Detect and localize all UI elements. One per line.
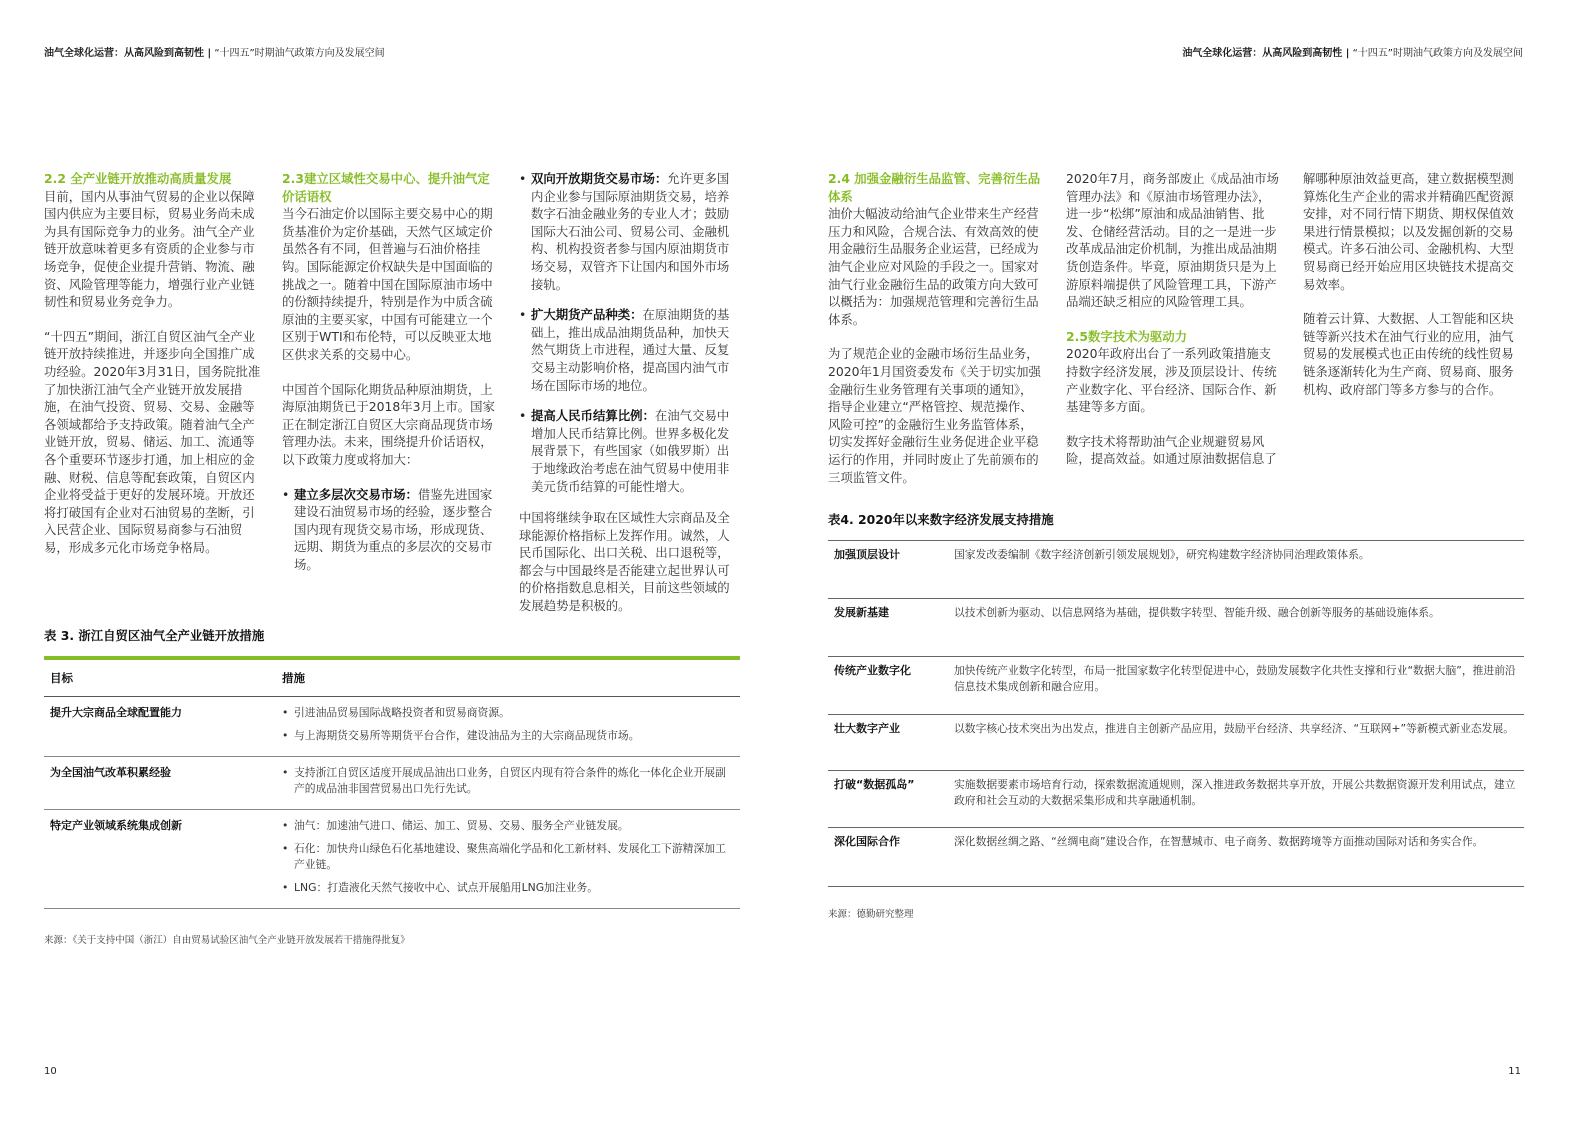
table-row [828, 771, 1524, 828]
header-left-rest: “十四五”时期油气政策方向及发展空间 [211, 48, 385, 59]
section-2-2-heading: 2.2 全产业链开放推动高质量发展 [44, 171, 232, 186]
measure-key: 发展新基建 [828, 599, 948, 657]
column-header-goal: 目标 [44, 658, 276, 697]
table-4 [828, 540, 1524, 887]
running-header-right [1182, 44, 1523, 59]
bullet-text: 在原油期货的基础上，推出成品油期货品种，加快天然气期货上市进程，通过大量、反复交易主动影响价格，提高国内油气市场在国际市场的地位。 [531, 307, 730, 393]
policy-list [519, 170, 735, 495]
paragraph: 当今石油定价以国际主要交易中心的期货基准价为定价基础，天然气区域定价虽然各有不同，但普遍与石油价格挂钩。国际能源定价权缺失是中国面临的挑战之一。随着中国在国际原油市场中的份额持续提升，特别是作为中质含硫原油的主要买家，中国有可能建立一个区别于WTI和布伦特，可以反映亚太地区供求关系的交易中心。 [282, 206, 493, 362]
table-4-source: 来源：德勤研究整理 [828, 909, 914, 920]
measure-value: 实施数据要素市场培育行动，探索数据流通规则，深入推进政务数据共享开放，开展公共数据资源开发利用试点，建立政府和社会互动的大数据采集形成和共享融通机制。 [948, 771, 1524, 828]
measure-item: • LNG：打造液化天然气接收中心、试点开展船用LNG加注业务。 [282, 880, 734, 896]
bullet-title: 建立多层次交易市场： [294, 486, 418, 502]
measure-item: • 与上海期货交易所等期货平台合作，建设油品为主的大宗商品现货市场。 [282, 728, 734, 744]
measures-cell [276, 697, 740, 757]
measure-key: 深化国际合作 [828, 828, 948, 887]
policy-list [282, 486, 499, 574]
measure-item: • 石化：加快舟山绿色石化基地建设、聚焦高端化学品和化工新材料、发展化工下游精深加工产业链。 [282, 841, 734, 873]
measure-value: 以技术创新为驱动、以信息网络为基础，提供数字转型、智能升级、融合创新等服务的基础设施体系。 [948, 599, 1524, 657]
measure-value: 深化数据丝绸之路、“丝绸电商”建设合作，在智慧城市、电子商务、数据跨境等方面推动国际对话和务实合作。 [948, 828, 1524, 887]
table-row [44, 697, 740, 757]
header-right-bold: 油气全球化运营：从高风险到高韧性 | [1182, 48, 1350, 59]
list-item [519, 306, 735, 394]
measure-key: 加强顶层设计 [828, 541, 948, 599]
measures-cell [276, 757, 740, 810]
goal-cell: 为全国油气改革积累经验 [44, 757, 276, 810]
measure-key: 传统产业数字化 [828, 657, 948, 715]
right-column-1 [828, 170, 1042, 503]
table-row [828, 599, 1524, 657]
paragraph: 中国将继续争取在区域性大宗商品及全球能源价格指标上发挥作用。诚然，人民币国际化、出口关税、出口退税等，都会与中国最终是否能建立起世界认可的价格指数息息相关，目前这些领域的发展趋势是积极的。 [519, 510, 730, 614]
list-item [519, 170, 735, 293]
table-row [828, 657, 1524, 715]
measure-value: 以数字核心技术突出为出发点，推进自主创新产品应用，鼓励平台经济、共享经济、“互联网+”等新模式新业态发展。 [948, 715, 1524, 771]
paragraph: “十四五”期间，浙江自贸区油气全产业链开放持续推进，并逐步向全国推广成功经验。2020年3月31日，国务院批准了加快浙江油气全产业链开放发展措施，在油气投资、贸易、交易、金融等各领域都给予支持政策。随着油气全产业链开放，贸易、储运、加工、流通等各个重要环节逐步打通，加上相应的金融、财税、信息等配套政策，自贸区内企业将受益于更好的发展环境。开放还将打破国有企业对石油贸易的垄断，引入民营企业、国际贸易商参与石油贸易，形成多元化市场竞争格局。 [44, 328, 261, 555]
list-item [519, 407, 735, 495]
goal-cell: 提升大宗商品全球配置能力 [44, 697, 276, 757]
paragraph: 2020年政府出台了一系列政策措施支持数字经济发展，涉及顶层设计、传统产业数字化、平台经济、国际合作、新基建等多方面。 [1066, 346, 1277, 415]
header-left-bold: 油气全球化运营：从高风险到高韧性 | [44, 48, 212, 59]
table-3-source: 来源：《关于支持中国（浙江）自由贸易试验区油气全产业链开放发展若干措施得批复》 [44, 935, 410, 946]
table-3-title: 表 3. 浙江自贸区油气全产业链开放措施 [44, 628, 265, 643]
table-header-row [44, 658, 740, 697]
paragraph: 目前，国内从事油气贸易的企业以保障国内供应为主要目标，贸易业务尚未成为具有国际竞争力的业务。油气全产业链开放意味着更多有资质的企业参与市场竞争，促使企业提升营销、物流、融资、风险管理等能力，增强行业产业链韧性和贸易业务竞争力。 [44, 188, 255, 310]
paragraph: 油价大幅波动给油气企业带来生产经营压力和风险，合规合法、有效高效的使用金融衍生品服务企业运营，已经成为油气企业应对风险的手段之一。国家对油气行业金融衍生品的政策方向大致可以概括为：加强规范管理和完善衍生品体系。 [828, 206, 1039, 327]
bullet-text: 允许更多国内企业参与国际原油期货交易，培养数字石油金融业务的专业人才；鼓励国际大石油公司、贸易公司、金融机构、机构投资者参与国内原油期货市场交易，双管齐下让国内和国外市场接轨。 [531, 171, 730, 292]
measure-value: 加快传统产业数字化转型，布局一批国家数字化转型促进中心，鼓励发展数字化共性支撑和行业“数据大脑”，推进前沿信息技术集成创新和融合应用。 [948, 657, 1524, 715]
measures-cell [276, 810, 740, 909]
right-column-3 [1303, 170, 1522, 415]
bullet-title: 双向开放期货交易市场： [531, 171, 668, 186]
bullet-text: 借鉴先进国家建设石油贸易市场的经验，逐步整合国内现有现货交易市场，形成现货、远期、期货为重点的多层次的交易市场。 [294, 486, 493, 572]
paragraph: 为了规范企业的金融市场衍生品业务，2020年1月国资委发布《关于切实加强金融衍生业务管理有关事项的通知》，指导企业建立“严格管控、规范操作、风险可控”的金融衍生业务监管体系，切实发挥好金融衍生业务促进企业平稳运行的作用，并同时废止了先前颁布的三项监管文件。 [828, 346, 1041, 485]
paragraph: 数字技术将帮助油气企业规避贸易风险，提高效益。如通过原油数据信息了 [1066, 433, 1277, 467]
table-row [828, 828, 1524, 887]
table-row [828, 715, 1524, 771]
right-column-2 [1066, 170, 1282, 485]
table-3 [44, 656, 740, 909]
measure-item: • 引进油品贸易国际战略投资者和贸易商资源。 [282, 705, 734, 721]
table-4-title: 表4. 2020年以来数字经济发展支持措施 [828, 512, 1054, 527]
bullet-title: 提高人民币结算比例： [531, 408, 655, 424]
left-column-2 [282, 170, 499, 586]
running-header-left [44, 44, 385, 59]
table-row [828, 541, 1524, 599]
paragraph: 中国首个国际化期货品种原油期货，上海原油期货已于2018年3月上市。国家正在制定浙江自贸区大宗商品现货市场管理办法。未来，围绕提升价话语权，以下政策力度或将加大： [282, 381, 495, 467]
section-2-5-heading: 2.5数字技术为驱动力 [1066, 328, 1188, 344]
table-row [44, 757, 740, 810]
section-2-3-heading: 2.3建立区域性交易中心、提升油气定价话语权 [282, 171, 490, 204]
left-column-1 [44, 170, 261, 573]
paragraph: 随着云计算、大数据、人工智能和区块链等新兴技术在油气行业的应用，油气贸易的发展模式也正由传统的线性贸易链条逐渐转化为生产商、贸易商、服务机构、政府部门等多方参与的合作。 [1303, 311, 1514, 397]
left-column-3 [519, 170, 735, 632]
measure-item: • 支持浙江自贸区适度开展成品油出口业务，自贸区内现有符合条件的炼化一体化企业开展副产的成品油非国营贸易出口先行先试。 [282, 765, 734, 797]
table-row [44, 810, 740, 909]
list-item [282, 486, 499, 574]
measure-key: 打破“数据孤岛” [828, 771, 948, 828]
section-2-4-heading: 2.4 加强金融衍生品监管、完善衍生品体系 [828, 171, 1041, 204]
measure-value: 国家发改委编制《数字经济创新引领发展规划》，研究构建数字经济协同治理政策体系。 [948, 541, 1524, 599]
page-number-right: 11 [1508, 1066, 1521, 1077]
page-number-left: 10 [44, 1066, 57, 1077]
bullet-title: 扩大期货产品种类： [531, 307, 643, 323]
measure-item: • 油气：加速油气进口、储运、加工、贸易、交易、服务全产业链发展。 [282, 818, 734, 834]
goal-cell: 特定产业领域系统集成创新 [44, 810, 276, 909]
paragraph: 2020年7月，商务部废止《成品油市场管理办法》和《原油市场管理办法》，进一步“松绑”原油和成品油销售、批发、仓储经营活动。目的之一是进一步改革成品油定价机制，为推出成品油期货创造条件。毕竟，原油期货只是为上游原料端提供了风险管理工具，下游产品端还缺乏相应的风险管理工具。 [1066, 171, 1279, 310]
measure-key: 壮大数字产业 [828, 715, 948, 771]
bullet-text: 在油气交易中增加人民币结算比例。世界多极化发展背景下，有些国家（如俄罗斯）出于地缘政治考虑在油气贸易中使用非美元货币结算的可能性增大。 [531, 408, 730, 494]
column-header-measure: 措施 [276, 658, 740, 697]
header-right-rest: “十四五”时期油气政策方向及发展空间 [1349, 48, 1523, 59]
paragraph: 解哪种原油效益更高，建立数据模型测算炼化生产企业的需求并精确匹配资源安排，对不同行情下期货、期权保值效果进行情景模拟；以及发掘创新的交易模式。许多石油公司、金融机构、大型贸易商已经开始应用区块链技术提高交易效率。 [1303, 171, 1514, 292]
